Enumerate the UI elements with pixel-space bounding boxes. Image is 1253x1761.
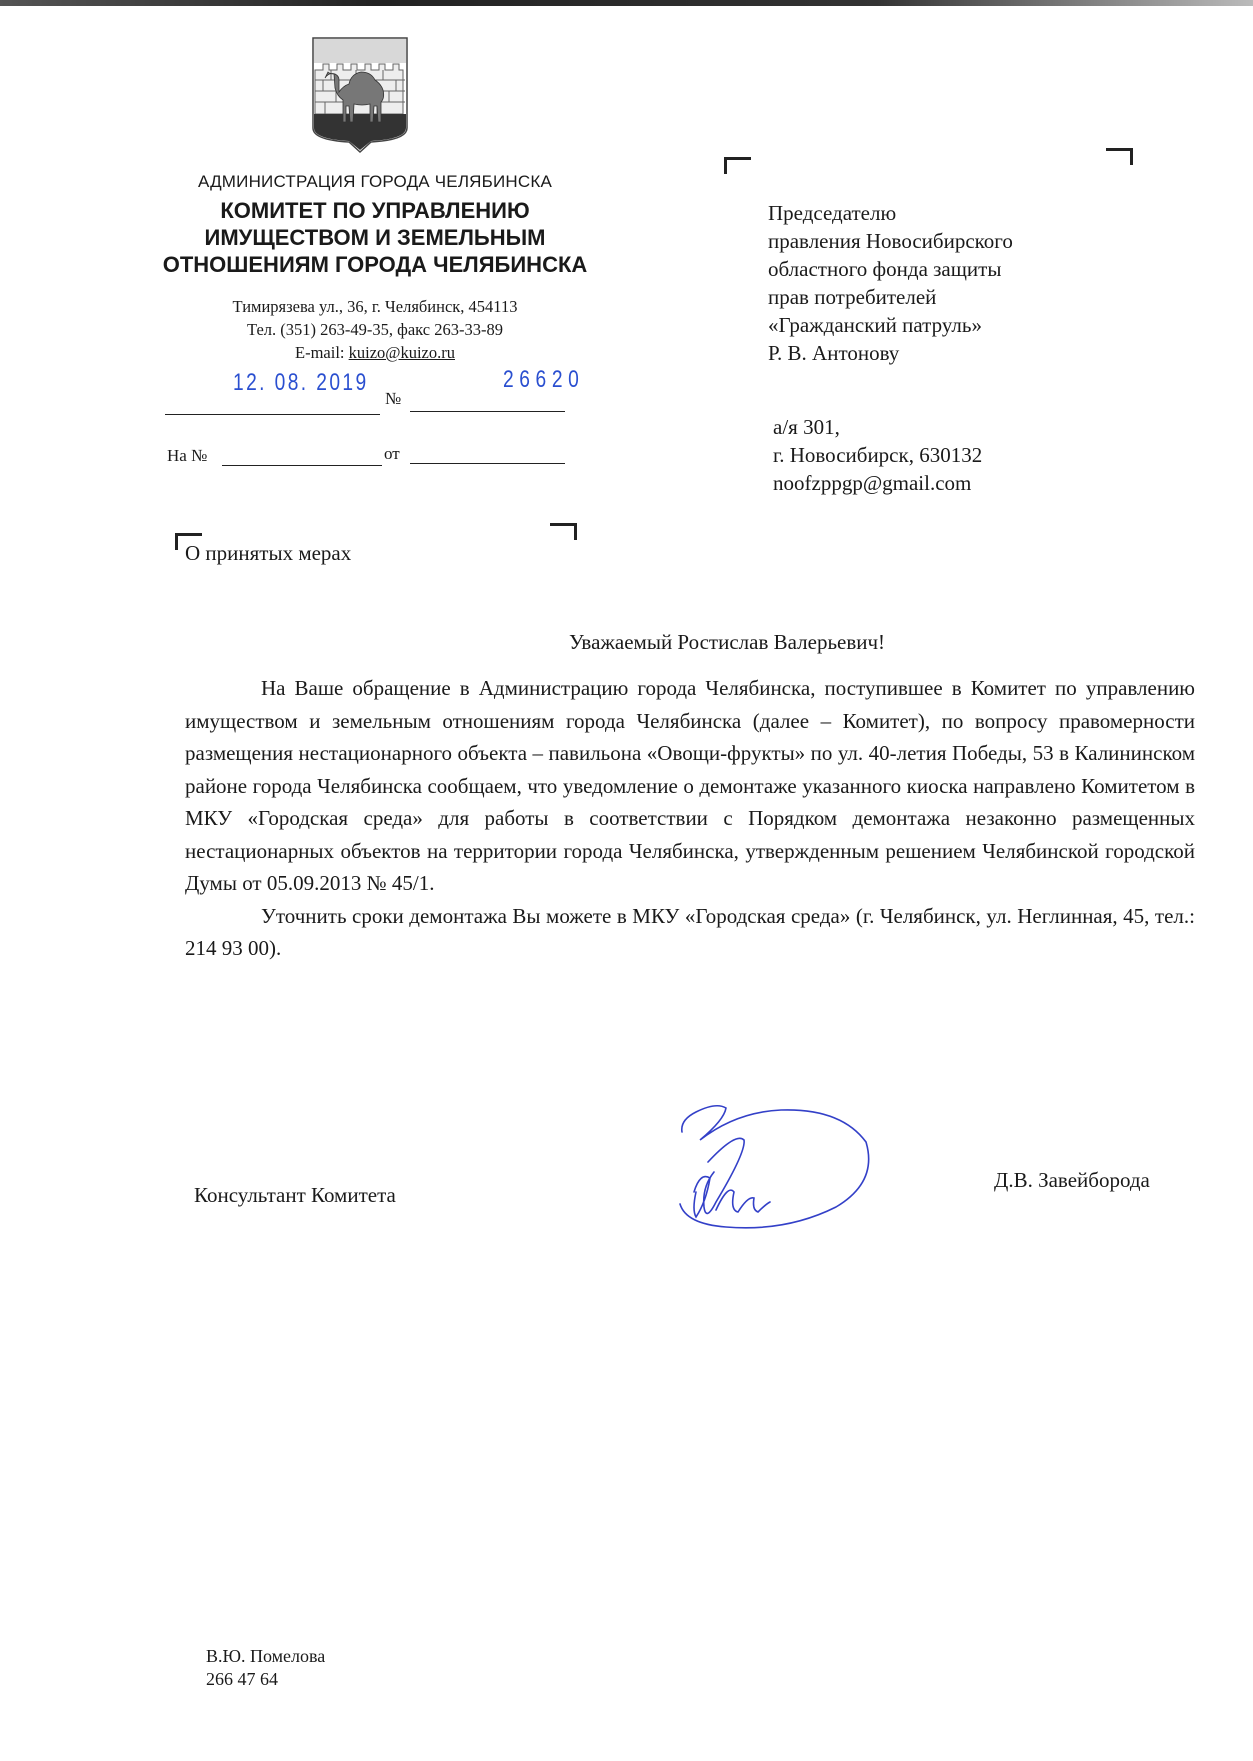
addressee-block	[768, 199, 1013, 367]
address-email[interactable]: noofzppgp@gmail.com	[773, 471, 972, 495]
addressee-line: Р. В. Антонову	[768, 341, 900, 365]
corner-mark	[724, 157, 751, 174]
committee-name-line: ОТНОШЕНИЯМ ГОРОДА ЧЕЛЯБИНСКА	[162, 252, 588, 277]
committee-name-line: ИМУЩЕСТВОМ И ЗЕМЕЛЬНЫМ	[204, 225, 546, 250]
address-line: г. Новосибирск, 630132	[773, 443, 983, 467]
committee-name	[120, 197, 630, 278]
committee-phone: Тел. (351) 263-49-35, факс 263-33-89	[247, 320, 503, 339]
executor-block	[206, 1645, 325, 1691]
executor-name: В.Ю. Помелова	[206, 1646, 326, 1666]
signer-name: Д.В. Завейборода	[994, 1168, 1150, 1192]
date-field-line	[165, 414, 380, 415]
committee-address: Тимирязева ул., 36, г. Челябинск, 454113	[232, 297, 518, 316]
email-label: E-mail:	[295, 343, 349, 362]
from-label: от	[384, 444, 400, 463]
corner-mark	[550, 523, 577, 540]
number-field-line	[410, 411, 565, 412]
stamp-date: 12. 08. 2019	[233, 369, 369, 396]
addressee-line: «Гражданский патруль»	[768, 313, 982, 337]
addressee-line: областного фонда защиты	[768, 257, 1002, 281]
address-line: а/я 301,	[773, 415, 840, 439]
corner-mark	[1106, 148, 1133, 165]
executor-phone: 266 47 64	[206, 1669, 278, 1689]
email-link[interactable]: kuizo@kuizo.ru	[348, 343, 455, 362]
committee-email	[140, 341, 610, 364]
scan-edge	[0, 0, 1253, 6]
letter-body	[185, 672, 1195, 965]
addressee-line: Председателю	[768, 201, 897, 225]
addressee-line: прав потребителей	[768, 285, 937, 309]
administration-name: АДМИНИСТРАЦИЯ ГОРОДА ЧЕЛЯБИНСКА	[197, 172, 553, 191]
letterhead-contacts	[140, 295, 610, 364]
letter-subject: О принятых мерах	[185, 541, 352, 565]
committee-name-line: КОМИТЕТ ПО УПРАВЛЕНИЮ	[220, 198, 530, 223]
handwritten-signature-icon	[666, 1092, 876, 1237]
reply-to-label: На №	[167, 446, 208, 465]
addressee-address	[773, 413, 982, 497]
stamp-number: 26620	[503, 366, 585, 393]
salutation: Уважаемый Ростислав Валерьевич!	[568, 630, 886, 654]
coat-of-arms-icon	[311, 36, 409, 154]
reply-date-line	[410, 463, 565, 464]
body-paragraph: На Ваше обращение в Администрацию города Челябинска, поступившее в Комитет по управлению имуществом и земельным отношениям города Челябинска (далее – Комитет), по вопросу правомерности размещения нестационарного объекта – павильона «Овощи-фрукты» по ул. 40-летия Победы, 53 в Калининском районе города Челябинска сообщаем, что уведомление о демонтаже указанного киоска направлено Комитетом в МКУ «Городская среда» для работы в соответствии с Порядком демонтажа незаконно размещенных нестационарных объектов на территории города Челябинска, утвержденным решением Челябинской городской Думы от 05.09.2013 № 45/1.	[185, 676, 1195, 895]
body-paragraph: Уточнить сроки демонтажа Вы можете в МКУ «Городская среда» (г. Челябинск, ул. Неглинная, 45, тел.: 214 93 00).	[185, 903, 1195, 960]
signer-role: Консультант Комитета	[194, 1183, 396, 1207]
reply-number-line	[222, 465, 382, 466]
number-sign-label: №	[385, 389, 402, 408]
addressee-line: правления Новосибирского	[768, 229, 1013, 253]
